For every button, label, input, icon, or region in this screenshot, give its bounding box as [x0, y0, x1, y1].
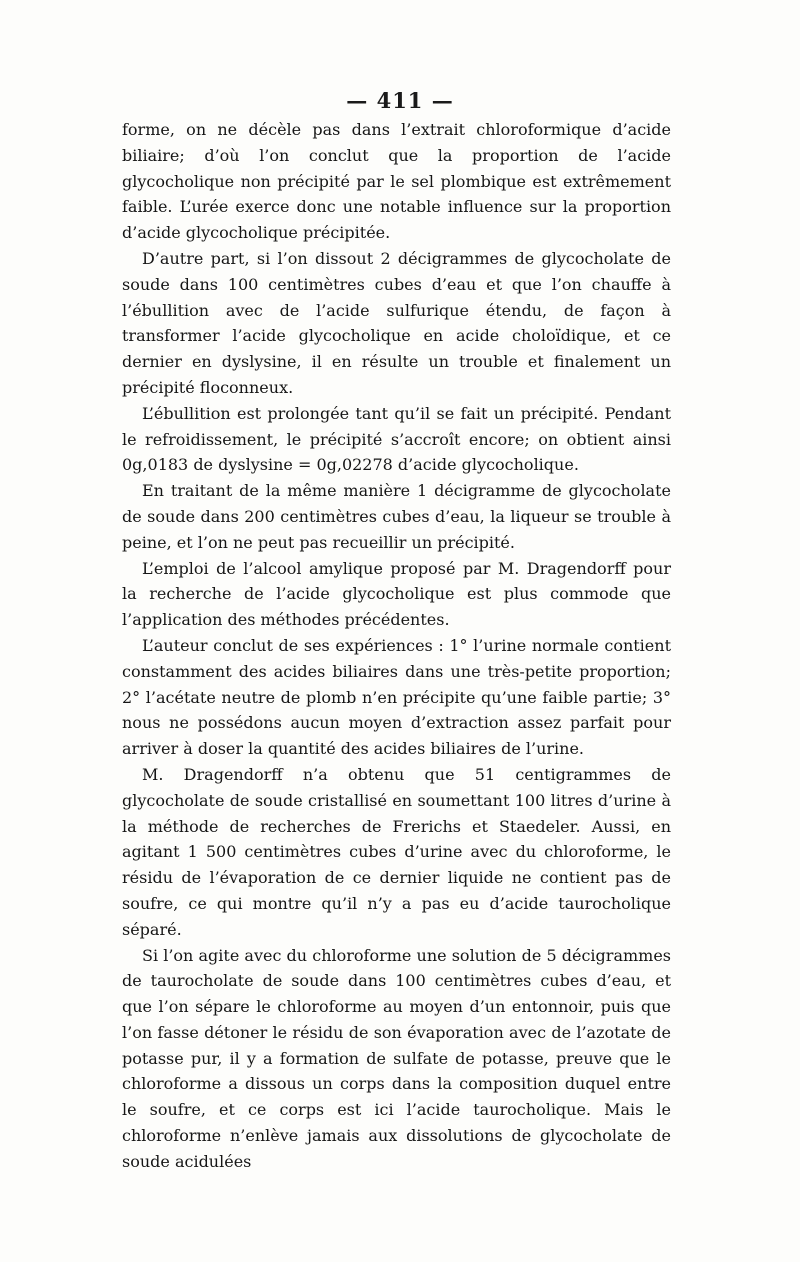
paragraph: L’ébullition est prolongée tant qu’il se fait un précipité. Pendant le refroidissement, le précipité s’accroît encore; on obtient ainsi 0g,0183 de dyslysine = 0g,02278 d’acide glycocholique. [122, 403, 671, 475]
paragraph: D’autre part, si l’on dissout 2 décigrammes de glycocholate de soude dans 100 centimètres cubes d’eau et que l’on chauffe à l’ébullition avec de l’acide sulfurique étendu, de façon à transformer l’acide glycocholique en acide choloïdique, et ce dernier en dyslysine, il en résulte un trouble et finalement un précipité floconneux. [122, 248, 671, 397]
body-text [122, 117, 671, 1175]
paragraph: M. Dragendorff n’a obtenu que 51 centigrammes de glycocholate de soude cristallisé en soumettant 100 litres d’urine à la méthode de recherches de Frerichs et Staedeler. Aussi, en agitant 1 500 centimètres cubes d’urine avec du chloroforme, le résidu de l’évaporation de ce dernier liquide ne contient pas de soufre, ce qui montre qu’il n’y a pas eu d’acide taurocholique séparé. [122, 764, 671, 939]
paragraph: En traitant de la même manière 1 décigramme de glycocholate de soude dans 200 centimètres cubes d’eau, la liqueur se trouble à peine, et l’on ne peut pas recueillir un précipité. [122, 481, 671, 552]
paragraph: L’auteur conclut de ses expériences : 1° l’urine normale contient constamment des acides biliaires dans une très-petite proportion; 2° l’acétate neutre de plomb n’en précipite qu’une faible partie; 3° nous ne possédons aucun moyen d’extraction assez parfait pour arriver à doser la quantité des acides biliaires de l’urine. [122, 635, 671, 759]
paragraph: Si l’on agite avec du chloroforme une solution de 5 décigrammes de taurocholate de soude dans 100 centimètres cubes d’eau, et que l’on sépare le chloroforme au moyen d’un entonnoir, puis que l’on fasse détoner le résidu de son évaporation avec de l’azotate de potasse pur, il y a formation de sulfate de potasse, preuve que le chloroforme a dissous un corps dans la composition duquel entre le soufre, et ce corps est ici l’acide taurocholique. Mais le chloroforme n’enlève jamais aux dissolutions de glycocholate de soude acidulées [122, 945, 671, 1171]
page-number: — 411 — [346, 88, 454, 113]
paragraph-continuation: forme, on ne décèle pas dans l’extrait chloroformique d’acide biliaire; d’où l’on conclut que la proportion de l’acide glycocholique non précipité par le sel plombique est extrêmement faible. L’urée exerce donc une notable influence sur la proportion d’acide glycocholique précipitée. [122, 120, 671, 243]
paragraph: L’emploi de l’alcool amylique proposé par M. Dragendorff pour la recherche de l’acide glycocholique est plus commode que l’application des méthodes précédentes. [122, 558, 671, 630]
